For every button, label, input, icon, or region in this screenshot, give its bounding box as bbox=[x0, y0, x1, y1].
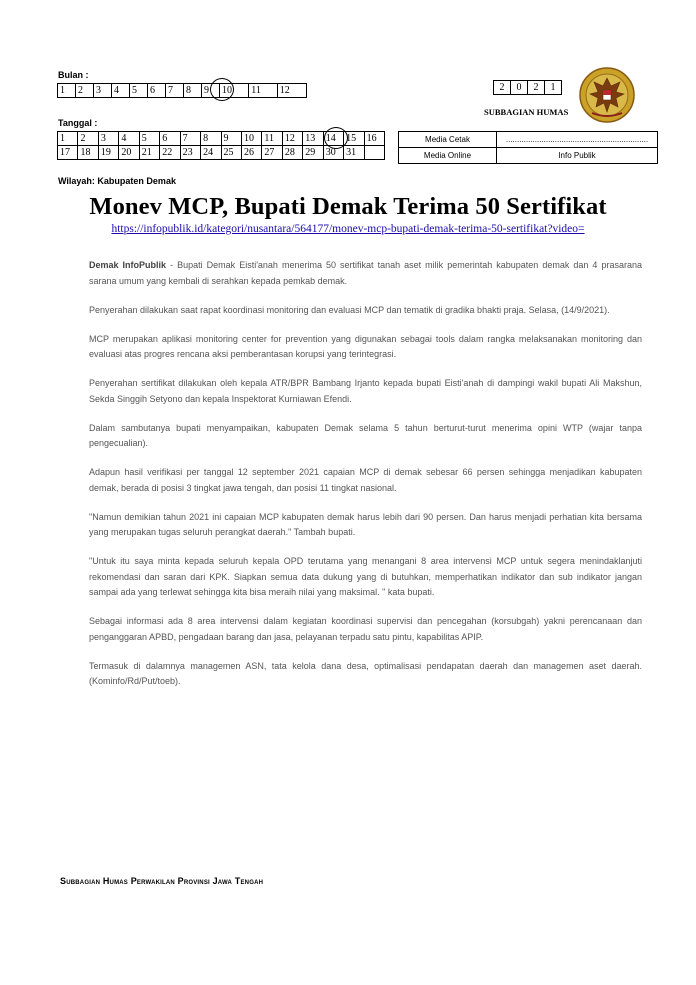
day-cell: 10 bbox=[241, 132, 261, 146]
selected-day-circle bbox=[324, 127, 348, 149]
day-cell: 9 bbox=[221, 132, 241, 146]
bulan-table bbox=[57, 83, 307, 98]
month-cell: 6 bbox=[148, 84, 166, 98]
bulan-label: Bulan : bbox=[58, 70, 89, 80]
day-cell: 19 bbox=[98, 146, 118, 160]
media-online-label: Media Online bbox=[399, 148, 497, 164]
month-cell: 7 bbox=[166, 84, 184, 98]
article-paragraph: Sebagai informasi ada 8 area intervensi dalam kegiatan koordinasi supervisi dan pencegahan (korsubgah) yakni perencanaan dan penganggaran APBD, pengadaan barang dan jasa, pelayanan terpadu satu pintu, kapabilitas APIP. bbox=[89, 616, 642, 642]
day-cell: 20 bbox=[119, 146, 139, 160]
media-table bbox=[398, 131, 658, 164]
subbagian-label: SUBBAGIAN HUMAS bbox=[484, 107, 569, 117]
month-cell: 12 bbox=[277, 84, 306, 98]
month-cell: 3 bbox=[94, 84, 112, 98]
day-cell: 13 bbox=[303, 132, 323, 146]
day-cell: 27 bbox=[262, 146, 282, 160]
article-paragraph: "Namun demikian tahun 2021 ini capaian MCP kabupaten demak harus lebih dari 90 persen. Dan harus menjadi perhatian kita bersama yang merupakan tugas seluruh perangkat daerah." Tambah bupati. bbox=[89, 511, 642, 537]
wilayah-label: Wilayah: Kabupaten Demak bbox=[58, 176, 176, 186]
garuda-emblem-icon bbox=[578, 66, 636, 124]
selected-month-circle bbox=[210, 78, 234, 101]
day-cell: 18 bbox=[78, 146, 98, 160]
year-digit-cell: 2 bbox=[528, 81, 545, 95]
month-cell: 4 bbox=[112, 84, 130, 98]
year-digit-cell: 2 bbox=[494, 81, 511, 95]
article-paragraph: "Untuk itu saya minta kepada seluruh kepala OPD terutama yang menangani 8 area intervensi MCP untuk segera menindaklanjuti rekomendasi dan saran dari KPK. Siapkan semua data dukung yang di butuhkan, memperhatikan indikator dan sub indikator jangan sampai ada yang terlewat sehingga kita bisa meraih nilai yang maksimal. " kata bupati. bbox=[89, 556, 642, 597]
day-cell: 21 bbox=[139, 146, 159, 160]
day-cell: 17 bbox=[58, 146, 78, 160]
media-online-value: Info Publik bbox=[497, 148, 658, 164]
year-digit-cell: 1 bbox=[545, 81, 562, 95]
day-cell: 15 bbox=[344, 132, 364, 146]
day-cell: 28 bbox=[282, 146, 302, 160]
day-cell bbox=[364, 146, 384, 160]
month-cell: 9 bbox=[202, 84, 220, 98]
article-paragraph: Adapun hasil verifikasi per tanggal 12 september 2021 capaian MCP di demak sebesar 66 persen sehingga menjadikan kabupaten demak, berada di posisi 3 tingkat jawa tengah, dan posisi 11 tingkat nasional. bbox=[89, 467, 642, 493]
day-cell: 11 bbox=[262, 132, 282, 146]
day-cell: 1 bbox=[58, 132, 78, 146]
day-cell: 6 bbox=[160, 132, 180, 146]
day-cell: 8 bbox=[201, 132, 221, 146]
article-title: Monev MCP, Bupati Demak Terima 50 Sertifikat bbox=[89, 193, 607, 220]
month-cell: 1 bbox=[58, 84, 76, 98]
day-cell: 24 bbox=[201, 146, 221, 160]
month-cell: 2 bbox=[76, 84, 94, 98]
day-cell: 31 bbox=[344, 146, 364, 160]
month-cell: 10 bbox=[220, 84, 249, 98]
day-cell: 5 bbox=[139, 132, 159, 146]
month-cell: 8 bbox=[184, 84, 202, 98]
year-box bbox=[493, 80, 562, 95]
footer-label: Subbagian Humas Perwakilan Provinsi Jawa Tengah bbox=[60, 876, 264, 886]
month-cell: 5 bbox=[130, 84, 148, 98]
article-paragraph: MCP merupakan aplikasi monitoring center for prevention yang digunakan sebagai tools dalam rangka melaksanakan monitoring dan evaluasi atas progres rencana aksi pemberantasan korupsi yang terintegrasi. bbox=[89, 333, 642, 359]
day-cell: 25 bbox=[221, 146, 241, 160]
year-digit-cell: 0 bbox=[511, 81, 528, 95]
tanggal-label: Tanggal : bbox=[58, 118, 98, 128]
article-url-link[interactable]: https://infopublik.id/kategori/nusantara/564177/monev-mcp-bupati-demak-terima-50-sertifikat?video= bbox=[111, 223, 585, 235]
day-cell: 7 bbox=[180, 132, 200, 146]
day-cell: 26 bbox=[241, 146, 261, 160]
day-cell: 12 bbox=[282, 132, 302, 146]
day-cell: 4 bbox=[119, 132, 139, 146]
day-cell: 29 bbox=[303, 146, 323, 160]
day-cell: 3 bbox=[98, 132, 118, 146]
article-body bbox=[89, 258, 642, 703]
media-cetak-value: ................................................................ bbox=[497, 132, 658, 148]
media-cetak-label: Media Cetak bbox=[399, 132, 497, 148]
article-paragraph: Demak InfoPublik - Bupati Demak Eisti'anah menerima 50 sertifikat tanah aset milik pemerintah kabupaten demak dan 4 prasarana sarana umum yang kembali di serahkan kepada pemkab demak. bbox=[89, 260, 642, 286]
article-paragraph: Termasuk di dalamnya managemen ASN, tata kelola dana desa, optimalisasi pendapatan daerah dan managemen aset daerah. (Kominfo/Rd/Put/toeb). bbox=[89, 660, 642, 686]
article-paragraph: Dalam sambutanya bupati menyampaikan, kabupaten Demak selama 5 tahun berturut-turut menerima opini WTP (wajar tanpa pengecualian). bbox=[89, 422, 642, 448]
month-cell: 11 bbox=[249, 84, 277, 98]
article-paragraph: Penyerahan sertifikat dilakukan oleh kepala ATR/BPR Bambang Irjanto kepada bupati Eisti'anah di dampingi wakil bupati Ali Makshun, Sekda Singgih Setyono dan kepala Inspektorat Kurniawan Efendi. bbox=[89, 378, 642, 404]
article-lead: Demak InfoPublik bbox=[89, 260, 167, 270]
day-cell: 23 bbox=[180, 146, 200, 160]
day-cell: 22 bbox=[160, 146, 180, 160]
day-cell: 30 bbox=[323, 146, 343, 160]
day-cell: 16 bbox=[364, 132, 384, 146]
day-cell: 14 bbox=[323, 132, 343, 146]
article-paragraph: Penyerahan dilakukan saat rapat koordinasi monitoring dan evaluasi MCP dan tematik di gradika bhakti praja. Selasa, (14/9/2021). bbox=[89, 304, 610, 315]
day-cell: 2 bbox=[78, 132, 98, 146]
